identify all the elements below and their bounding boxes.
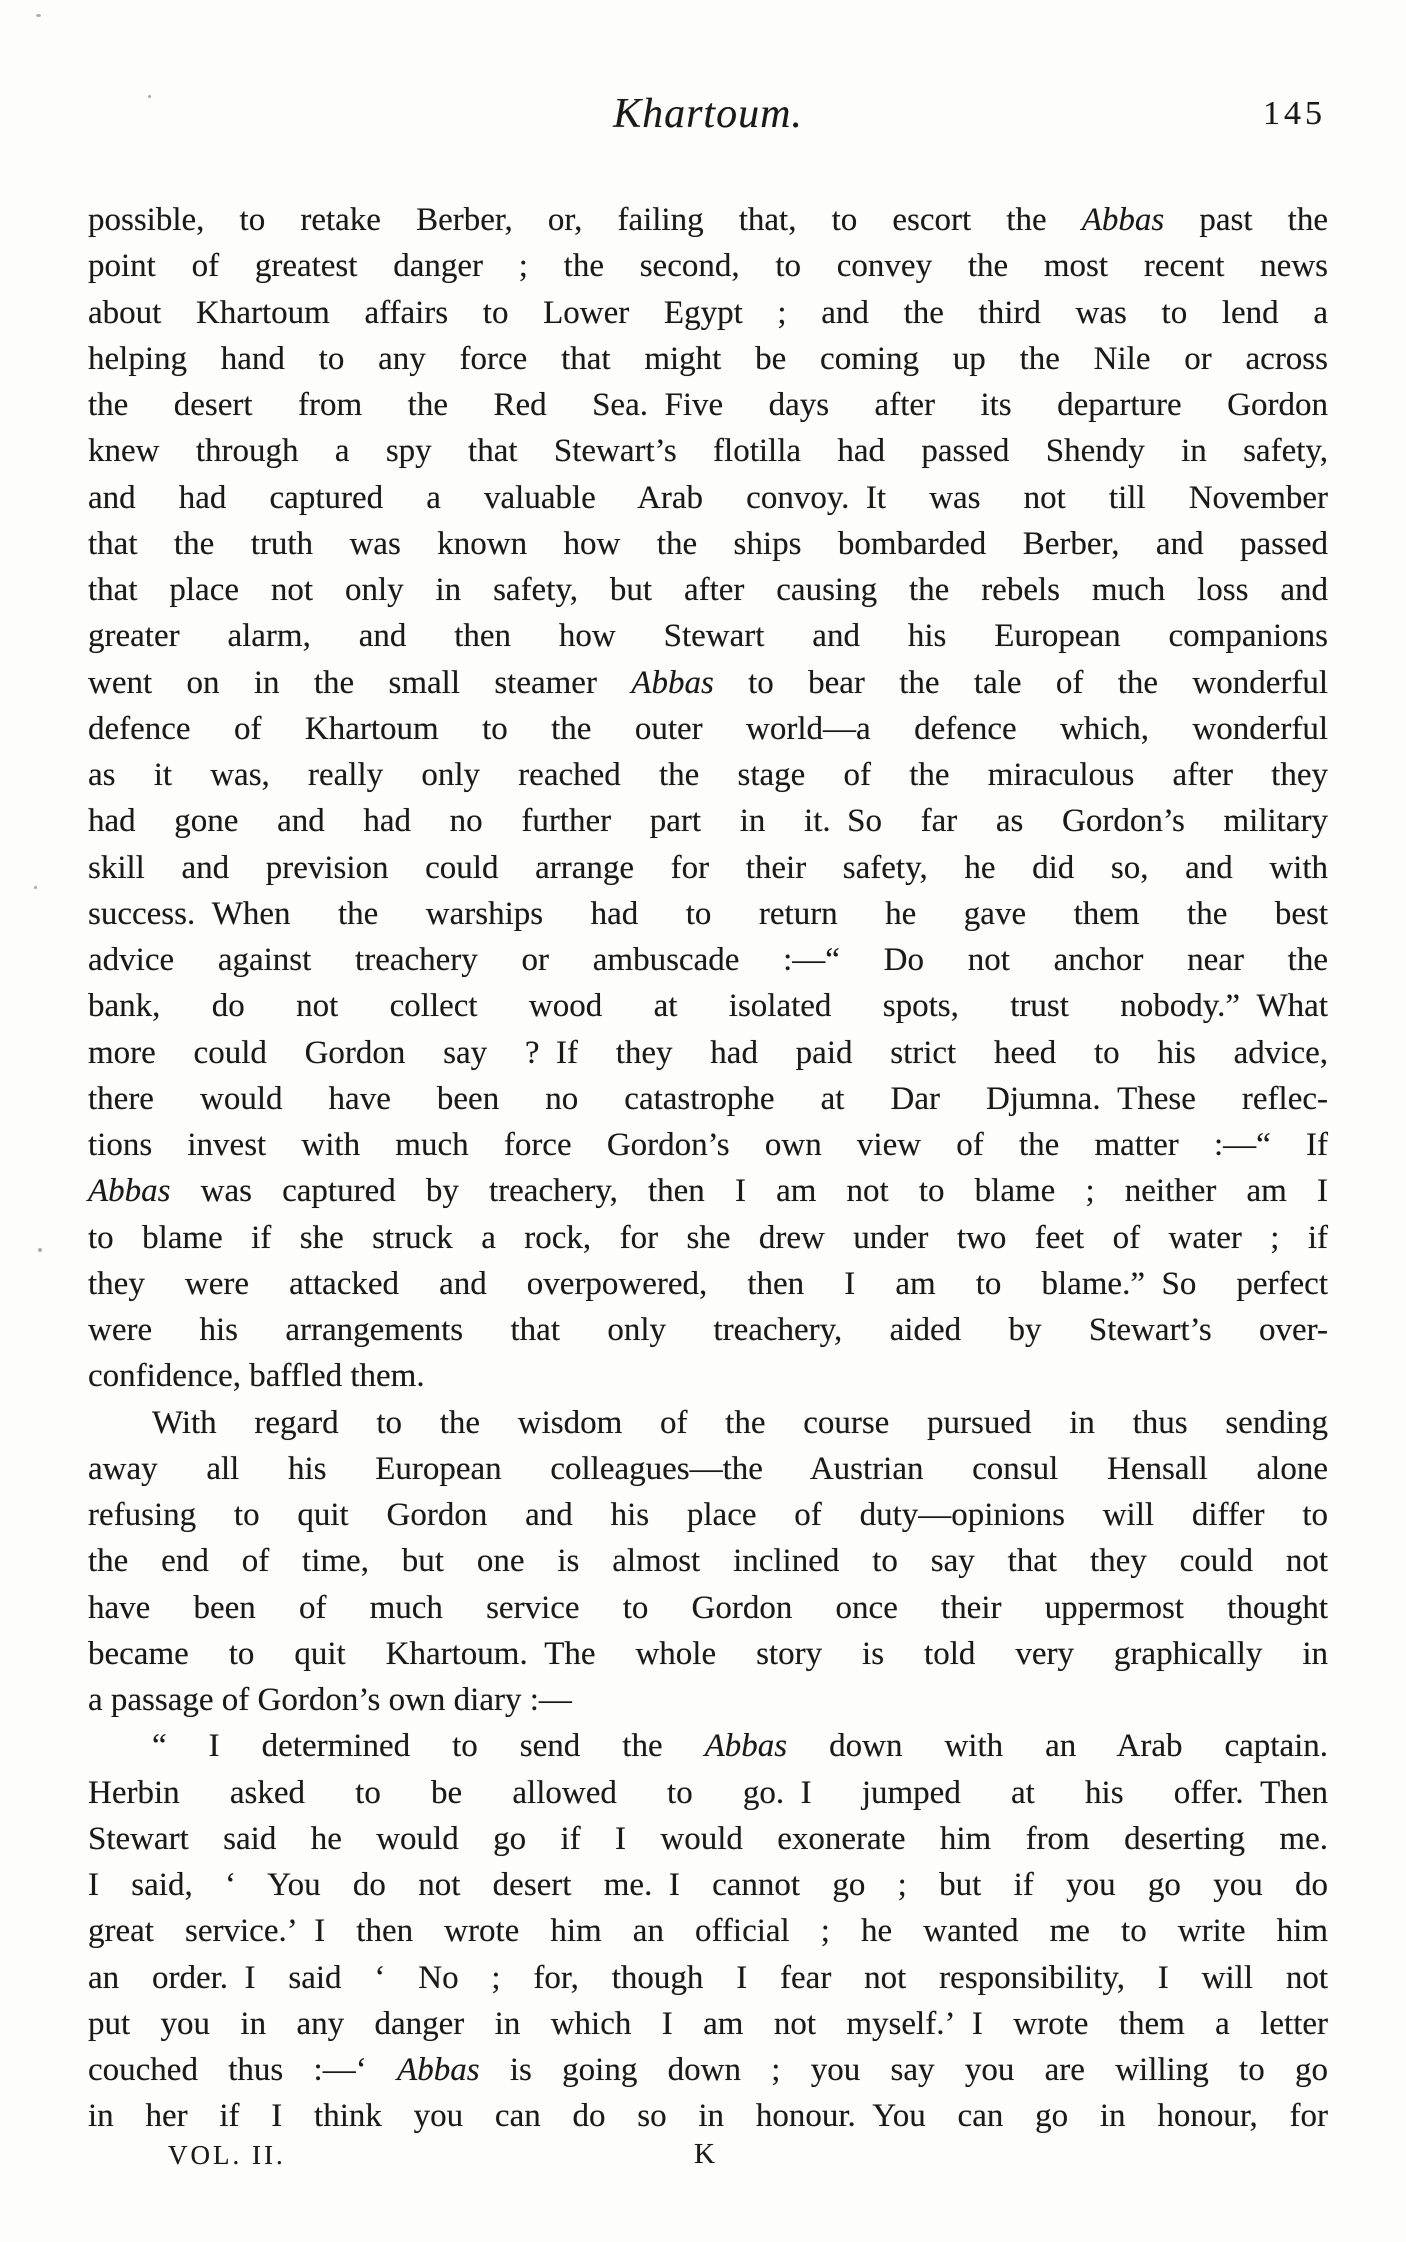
text-line (88, 1122, 1328, 1168)
text-segment: and had captured a valuable Arab convoy. It was not till November (88, 479, 1328, 516)
text-segment: skill and prevision could arrange for their safety, he did so, and with (88, 849, 1328, 886)
text-segment: were his arrangements that only treachery, aided by Stewart’s over- (88, 1312, 1328, 1348)
text-segment: is going down ; you say you are willing to go (479, 2052, 1328, 2088)
text-segment: more could Gordon say ? If they had paid strict heed to his advice, (88, 1034, 1328, 1071)
text-segment: there would have been no catastrophe at Dar Djumna. These reflec- (88, 1080, 1328, 1117)
text-line (88, 613, 1328, 659)
text-segment: defence of Khartoum to the outer world—a defence which, wonderful (88, 710, 1328, 747)
text-line (88, 428, 1328, 474)
text-line (88, 1955, 1328, 2001)
text-segment: Stewart said he would go if I would exonerate him from deserting me. (88, 1820, 1328, 1857)
text-line (88, 983, 1328, 1029)
text-line (88, 1400, 1328, 1446)
text-segment: about Khartoum affairs to Lower Egypt ; and the third was to lend a (88, 294, 1328, 331)
text-line (88, 567, 1328, 613)
text-segment: I said, ‘ You do not desert me. I cannot go ; but if you go you do (88, 1867, 1328, 1903)
italic-text: Abbas (631, 664, 714, 701)
text-line (88, 1770, 1328, 1816)
text-line (88, 1631, 1328, 1677)
text-line (88, 197, 1328, 243)
text-segment: possible, to retake Berber, or, failing that, to escort the (88, 202, 1082, 238)
text-segment: they were attacked and overpowered, then I am to blame.” So perfect (88, 1265, 1328, 1302)
text-line (88, 1492, 1328, 1538)
text-segment: was captured by treachery, then I am not to blame ; neither am I (170, 1173, 1328, 1210)
text-line (88, 2093, 1328, 2139)
text-line (88, 660, 1328, 706)
italic-text: Abbas (704, 1728, 788, 1765)
text-segment: that place not only in safety, but after causing the rebels much loss and (88, 572, 1328, 608)
text-line (88, 1538, 1328, 1584)
text-line (88, 521, 1328, 567)
text-line (88, 1816, 1328, 1862)
text-line (88, 2047, 1328, 2093)
text-segment: a passage of Gordon’s own diary :— (88, 1682, 572, 1718)
text-segment: With regard to the wisdom of the course pursued in thus sending (152, 1404, 1328, 1441)
text-segment: the end of time, but one is almost inclined to say that they could not (88, 1543, 1328, 1580)
text-segment: bank, do not collect wood at isolated spots, trust nobody.” What (88, 988, 1328, 1025)
text-segment: to blame if she struck a rock, for she drew under two feet of water ; if (88, 1219, 1328, 1256)
text-segment: helping hand to any force that might be coming up the Nile or across (88, 340, 1328, 377)
text-line (88, 290, 1328, 336)
text-line (88, 243, 1328, 289)
text-line (88, 1307, 1328, 1353)
page-number: 145 (1263, 95, 1326, 132)
text-line (88, 891, 1328, 937)
text-segment: past the (1164, 202, 1328, 238)
text-line (88, 1215, 1328, 1261)
text-segment: knew through a spy that Stewart’s flotilla had passed Shendy in safety, (88, 433, 1328, 470)
text-segment: point of greatest danger ; the second, to convey the most recent news (88, 248, 1328, 285)
volume-label: VOL. II. (168, 2140, 286, 2170)
text-line (88, 706, 1328, 752)
text-segment: advice against treachery or ambuscade :—“ Do not anchor near the (88, 942, 1328, 978)
text-line (88, 1446, 1328, 1492)
text-line (88, 1585, 1328, 1631)
text-segment: refusing to quit Gordon and his place of duty—opinions will differ to (88, 1497, 1328, 1533)
text-segment: down with an Arab captain. (787, 1728, 1329, 1765)
page-header (88, 90, 1328, 146)
text-segment: became to quit Khartoum. The whole story is told very graphically in (88, 1635, 1328, 1672)
text-segment: to bear the tale of the wonderful (713, 664, 1328, 701)
text-segment: greater alarm, and then how Stewart and his European companions (88, 618, 1328, 655)
text-line (88, 798, 1328, 844)
text-line (88, 845, 1328, 891)
text-line (88, 1030, 1328, 1076)
text-line (88, 1353, 1328, 1399)
text-segment: away all his European colleagues—the Austrian consul Hensall alone (88, 1450, 1328, 1487)
text-segment: great service.’ I then wrote him an official ; he wanted me to write him (88, 1913, 1328, 1950)
text-line (88, 752, 1328, 798)
text-segment: couched thus :—‘ (88, 2052, 398, 2088)
text-line (88, 475, 1328, 521)
text-segment: had gone and had no further part in it. So far as Gordon’s military (88, 803, 1328, 840)
text-line (88, 1076, 1328, 1122)
text-segment: tions invest with much force Gordon’s own view of the matter :—“ If (88, 1127, 1328, 1163)
text-segment: as it was, really only reached the stage of the miraculous after they (88, 757, 1328, 793)
text-line (88, 1677, 1328, 1723)
text-segment: the desert from the Red Sea. Five days after its departure Gordon (88, 387, 1328, 423)
text-segment: went on in the small steamer (88, 664, 632, 701)
text-segment: put you in any danger in which I am not myself.’ I wrote them a letter (88, 2005, 1328, 2042)
text-line (88, 1908, 1328, 1954)
text-line (88, 1723, 1328, 1769)
italic-text: Abbas (397, 2052, 480, 2088)
text-line (88, 1261, 1328, 1307)
text-line (88, 1862, 1328, 1908)
text-segment: in her if I think you can do so in honour. You can go in honour, for (88, 2098, 1328, 2135)
text-segment: Herbin asked to be allowed to go. I jumped at his offer. Then (88, 1774, 1328, 1811)
italic-text: Abbas (1081, 202, 1165, 238)
text-segment: confidence, baffled them. (88, 1358, 425, 1395)
text-line (88, 382, 1328, 428)
scan-speck (36, 14, 41, 17)
text-segment: an order. I said ‘ No ; for, though I fear not responsibility, I will not (88, 1959, 1328, 1996)
text-line (88, 1168, 1328, 1214)
text-segment: success. When the warships had to return he gave them the best (88, 895, 1328, 932)
text-segment: have been of much service to Gordon once their uppermost thought (88, 1589, 1328, 1626)
text-line (88, 336, 1328, 382)
text-line (88, 937, 1328, 983)
text-segment: “ I determined to send the (152, 1728, 705, 1765)
text-segment: that the truth was known how the ships bombarded Berber, and passed (88, 525, 1328, 562)
text-line (88, 2001, 1328, 2047)
scan-speck (34, 886, 37, 889)
scan-speck (148, 95, 151, 98)
italic-text: Abbas (88, 1173, 171, 1210)
body-text (88, 197, 1328, 2140)
scan-speck (38, 1248, 42, 1252)
running-title: Khartoum. (613, 91, 803, 137)
signature-mark: K (694, 2138, 715, 2170)
